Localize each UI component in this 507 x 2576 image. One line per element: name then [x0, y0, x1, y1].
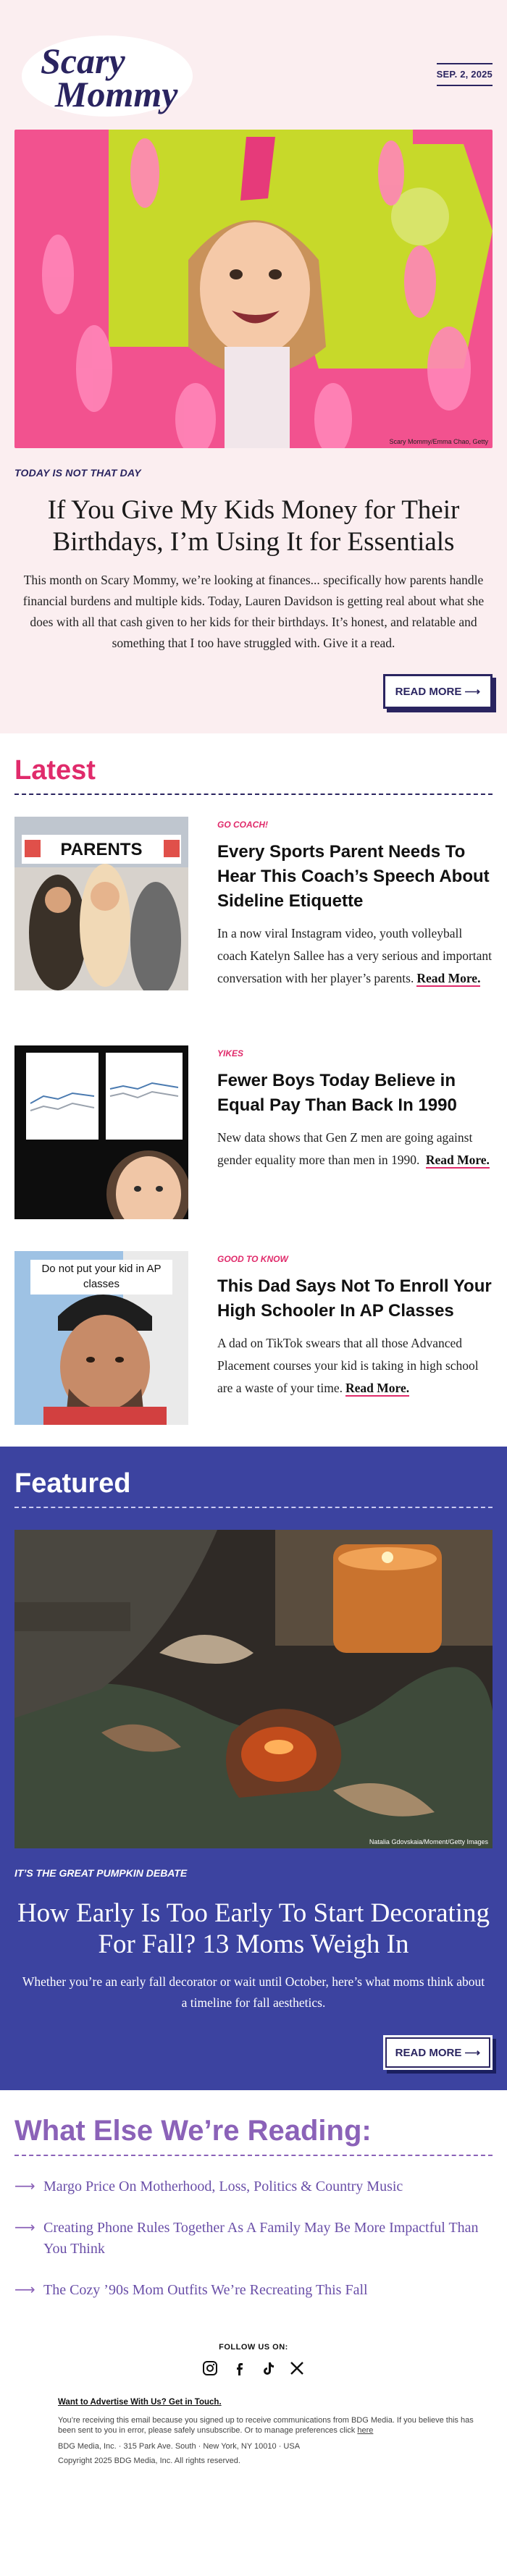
featured-image[interactable]: [14, 1530, 493, 1848]
issue-date: SEP. 2, 2025: [437, 63, 493, 86]
reading-title: What Else We’re Reading:: [14, 2115, 372, 2147]
article-read-more-link[interactable]: Read More.: [416, 971, 481, 985]
facebook-icon[interactable]: [231, 2360, 247, 2376]
reading-list-item[interactable]: [14, 2218, 493, 2260]
header: [14, 29, 493, 119]
latest-title: Latest: [14, 755, 96, 786]
hero-title[interactable]: If You Give My Kids Money for Their Birthdays, I’m Using It for Essentials: [47, 495, 460, 557]
reading-section: [0, 2090, 507, 2336]
social-links: [14, 2360, 493, 2376]
hero-read-more-button[interactable]: READ MORE ⟶: [383, 674, 493, 709]
manage-preferences-link[interactable]: here: [357, 2426, 374, 2435]
reading-link[interactable]: The Cozy ’90s Mom Outfits We’re Recreating This Fall: [43, 2282, 368, 2298]
logo-line2: Mommy: [55, 73, 178, 114]
article-kicker: GO COACH!: [217, 820, 268, 830]
featured-body: Whether you’re an early fall decorator or wait until October, here’s what moms think about a timeline for fall aesthetics.: [22, 1974, 485, 2010]
article-read-more-link[interactable]: Read More.: [345, 1381, 410, 1395]
article-kicker: GOOD TO KNOW: [217, 1254, 288, 1264]
latest-article: [14, 817, 493, 990]
footer: [0, 2336, 507, 2488]
arrow-right-icon: ⟶: [14, 2218, 35, 2236]
thumbnail-caption: Do not put your kid in AP classes: [41, 1263, 162, 1290]
article-body: [217, 1127, 493, 1171]
reading-list: [14, 2176, 493, 2301]
featured-read-more-button[interactable]: READ MORE ⟶: [383, 2035, 493, 2070]
featured-divider: [14, 1507, 493, 1508]
hero-image[interactable]: [14, 130, 493, 448]
article-thumbnail[interactable]: [14, 817, 188, 990]
article-thumbnail[interactable]: [14, 1251, 188, 1425]
article-body-text: New data shows that Gen Z men are going against gender equality more than men in 1990.: [217, 1130, 473, 1167]
article-body: [217, 922, 493, 990]
logo-line1: Scary: [41, 40, 125, 81]
footer-notice: [58, 2415, 493, 2436]
hero-section: [0, 0, 507, 733]
article-body: [217, 1332, 493, 1399]
featured-eyebrow: IT’S THE GREAT PUMPKIN DEBATE: [14, 1867, 188, 1879]
reading-link[interactable]: Creating Phone Rules Together As A Family May Be More Impactful Than You Think: [43, 2220, 479, 2257]
footer-copyright: Copyright 2025 BDG Media, Inc. All rights reserved.: [58, 2457, 240, 2465]
instagram-icon[interactable]: [202, 2360, 218, 2376]
article-title[interactable]: Fewer Boys Today Believe in Equal Pay Than Back In 1990: [217, 1071, 457, 1115]
latest-article: [14, 1251, 493, 1425]
article-body-text: A dad on TikTok swears that all those Advanced Placement courses your kid is taking in high school are a waste of your time.: [217, 1336, 479, 1395]
scary-mommy-logo[interactable]: [20, 31, 209, 118]
latest-divider: [14, 794, 493, 795]
article-title[interactable]: Every Sports Parent Needs To Hear This Coach’s Speech About Sideline Etiquette: [217, 842, 490, 911]
reading-list-item[interactable]: [14, 2280, 493, 2301]
latest-article: [14, 1045, 493, 1219]
reading-list-item[interactable]: [14, 2176, 493, 2197]
latest-section: [0, 733, 507, 1447]
featured-headline[interactable]: How Early Is Too Early To Start Decorating For Fall? 13 Moms Weigh In: [17, 1898, 490, 1959]
follow-us-label: FOLLOW US ON:: [219, 2343, 288, 2352]
article-title[interactable]: This Dad Says Not To Enroll Your High Schooler In AP Classes: [217, 1276, 492, 1321]
arrow-right-icon: ⟶: [14, 2281, 35, 2298]
hero-body: This month on Scary Mommy, we’re looking at finances... specifically how parents handle financial burdens and multiple kids. Today, Lauren Davidson is getting real about what she does with all that cash given to her kids for their birthdays. It’s honest, and relatable and something that I too have struggled with. Give it a read.: [22, 573, 485, 650]
arrow-right-icon: ⟶: [14, 2177, 35, 2194]
hero-image-credit: Scary Mommy/Emma Chao, Getty: [389, 438, 488, 445]
hero-eyebrow: TODAY IS NOT THAT DAY: [14, 467, 141, 479]
tiktok-icon[interactable]: [260, 2360, 276, 2376]
article-thumbnail[interactable]: [14, 1045, 188, 1219]
x-icon[interactable]: [289, 2360, 305, 2376]
reading-divider: [14, 2155, 493, 2156]
reading-link[interactable]: Margo Price On Motherhood, Loss, Politics & Country Music: [43, 2179, 403, 2194]
article-body-text: In a now viral Instagram video, youth volleyball coach Katelyn Sallee has a very serious and important conversation with her player’s parents.: [217, 926, 493, 985]
thumbnail-caption: PARENTS: [60, 840, 143, 859]
article-kicker: YIKES: [217, 1048, 244, 1058]
article-read-more-link[interactable]: Read More.: [425, 1153, 490, 1167]
featured-section: [0, 1447, 507, 2090]
footer-notice-text: You’re receiving this email because you signed up to receive communications from BDG Media. If you believe this has been sent to you in error, please safely unsubscribe. Or to manage preferences click: [58, 2416, 474, 2435]
advertise-link[interactable]: Want to Advertise With Us? Get in Touch.: [58, 2398, 222, 2407]
footer-address: BDG Media, Inc. · 315 Park Ave. South · New York, NY 10010 · USA: [58, 2442, 301, 2451]
featured-title: Featured: [14, 1468, 131, 1499]
featured-image-credit: Natalia Gdovskaia/Moment/Getty Images: [369, 1838, 488, 1845]
